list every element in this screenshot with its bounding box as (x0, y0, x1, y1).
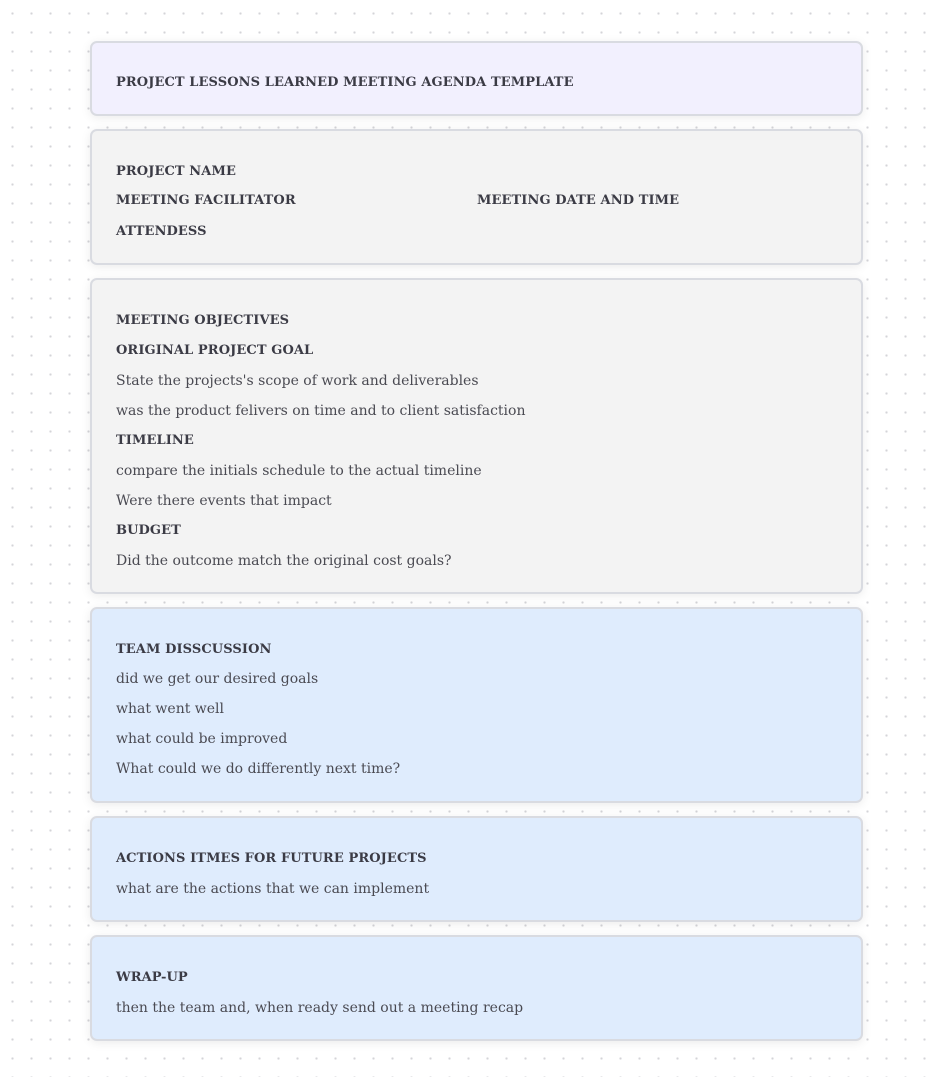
budget-heading: BUDGET (116, 523, 181, 538)
attendees-label: ATTENDESS (116, 224, 207, 239)
team-item: did we get our desired goals (116, 671, 319, 687)
project-name-label: PROJECT NAME (116, 164, 236, 179)
team-item: what could be improved (116, 731, 288, 747)
budget-line-cost: Did the outcome match the original cost goals? (116, 553, 452, 569)
team-discussion-card[interactable] (90, 607, 863, 803)
team-item: what went well (116, 701, 225, 717)
meeting-facilitator-label: MEETING FACILITATOR (116, 193, 296, 208)
action-items-card[interactable] (90, 816, 863, 922)
goal-heading: ORIGINAL PROJECT GOAL (116, 343, 314, 358)
wrap-up-heading: WRAP-UP (116, 970, 188, 985)
meeting-objectives-card[interactable] (90, 278, 863, 594)
title-card[interactable] (90, 41, 863, 116)
timeline-heading: TIMELINE (116, 433, 194, 448)
timeline-line-compare: compare the initials schedule to the actual timeline (116, 463, 482, 479)
agenda-title: PROJECT LESSONS LEARNED MEETING AGENDA TEMPLATE (116, 75, 574, 90)
objectives-heading: MEETING OBJECTIVES (116, 313, 290, 328)
team-discussion-heading: TEAM DISSCUSSION (116, 642, 272, 657)
goal-line-scope: State the projects's scope of work and deliverables (116, 373, 479, 389)
agenda-board (90, 41, 863, 1041)
goal-line-delivery: was the product felivers on time and to client satisfaction (116, 403, 526, 419)
wrap-up-line: then the team and, when ready send out a meeting recap (116, 1000, 524, 1016)
project-details-card[interactable] (90, 129, 863, 265)
wrap-up-card[interactable] (90, 935, 863, 1041)
team-item: What could we do differently next time? (116, 761, 401, 777)
facilitator-date-row (116, 193, 837, 224)
action-items-line: what are the actions that we can implement (116, 881, 430, 897)
timeline-line-events: Were there events that impact (116, 493, 332, 509)
meeting-date-time-label: MEETING DATE AND TIME (477, 193, 680, 208)
action-items-heading: ACTIONS ITMES FOR FUTURE PROJECTS (116, 851, 427, 866)
